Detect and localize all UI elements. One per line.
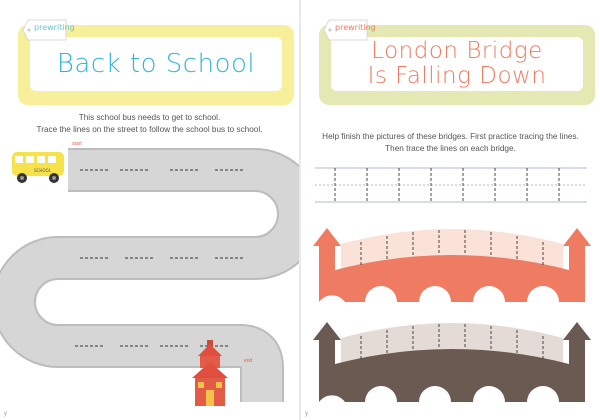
brown-bridge (311, 310, 593, 405)
orange-bridge (311, 216, 593, 306)
left-worksheet-page (0, 0, 299, 420)
right-worksheet-page (301, 0, 600, 420)
title-box (30, 37, 282, 91)
instruction-line-2: Trace the lines on the street to follow the school bus to school. (36, 125, 263, 134)
title-line-2: Is Falling Down (367, 63, 547, 89)
prewriting-tag-label: prewriting (335, 23, 376, 32)
school-bus-icon (10, 148, 68, 188)
prewriting-tag-label: prewriting (34, 23, 75, 32)
page-number: y (305, 411, 308, 417)
bus-text: SCHOOL (34, 168, 51, 173)
prewriting-tag-icon (22, 19, 68, 41)
page-title: Back to School (56, 49, 256, 79)
title-box (331, 37, 583, 91)
page-number: y (4, 411, 7, 417)
page-title (368, 39, 547, 89)
practice-tracing-lines[interactable] (315, 162, 587, 206)
end-label: end (244, 358, 253, 364)
start-label: start (72, 141, 82, 147)
schoolhouse-icon (190, 338, 230, 408)
instruction-line-1: This school bus needs to get to school. (78, 113, 221, 122)
instruction-line-2: Then trace the lines on each bridge. (385, 144, 516, 153)
prewriting-tag-icon (323, 19, 369, 41)
title-line-1: London Bridge (371, 38, 543, 64)
instruction-line-1: Help finish the pictures of these bridges. First practice tracing the lines. (322, 132, 579, 141)
